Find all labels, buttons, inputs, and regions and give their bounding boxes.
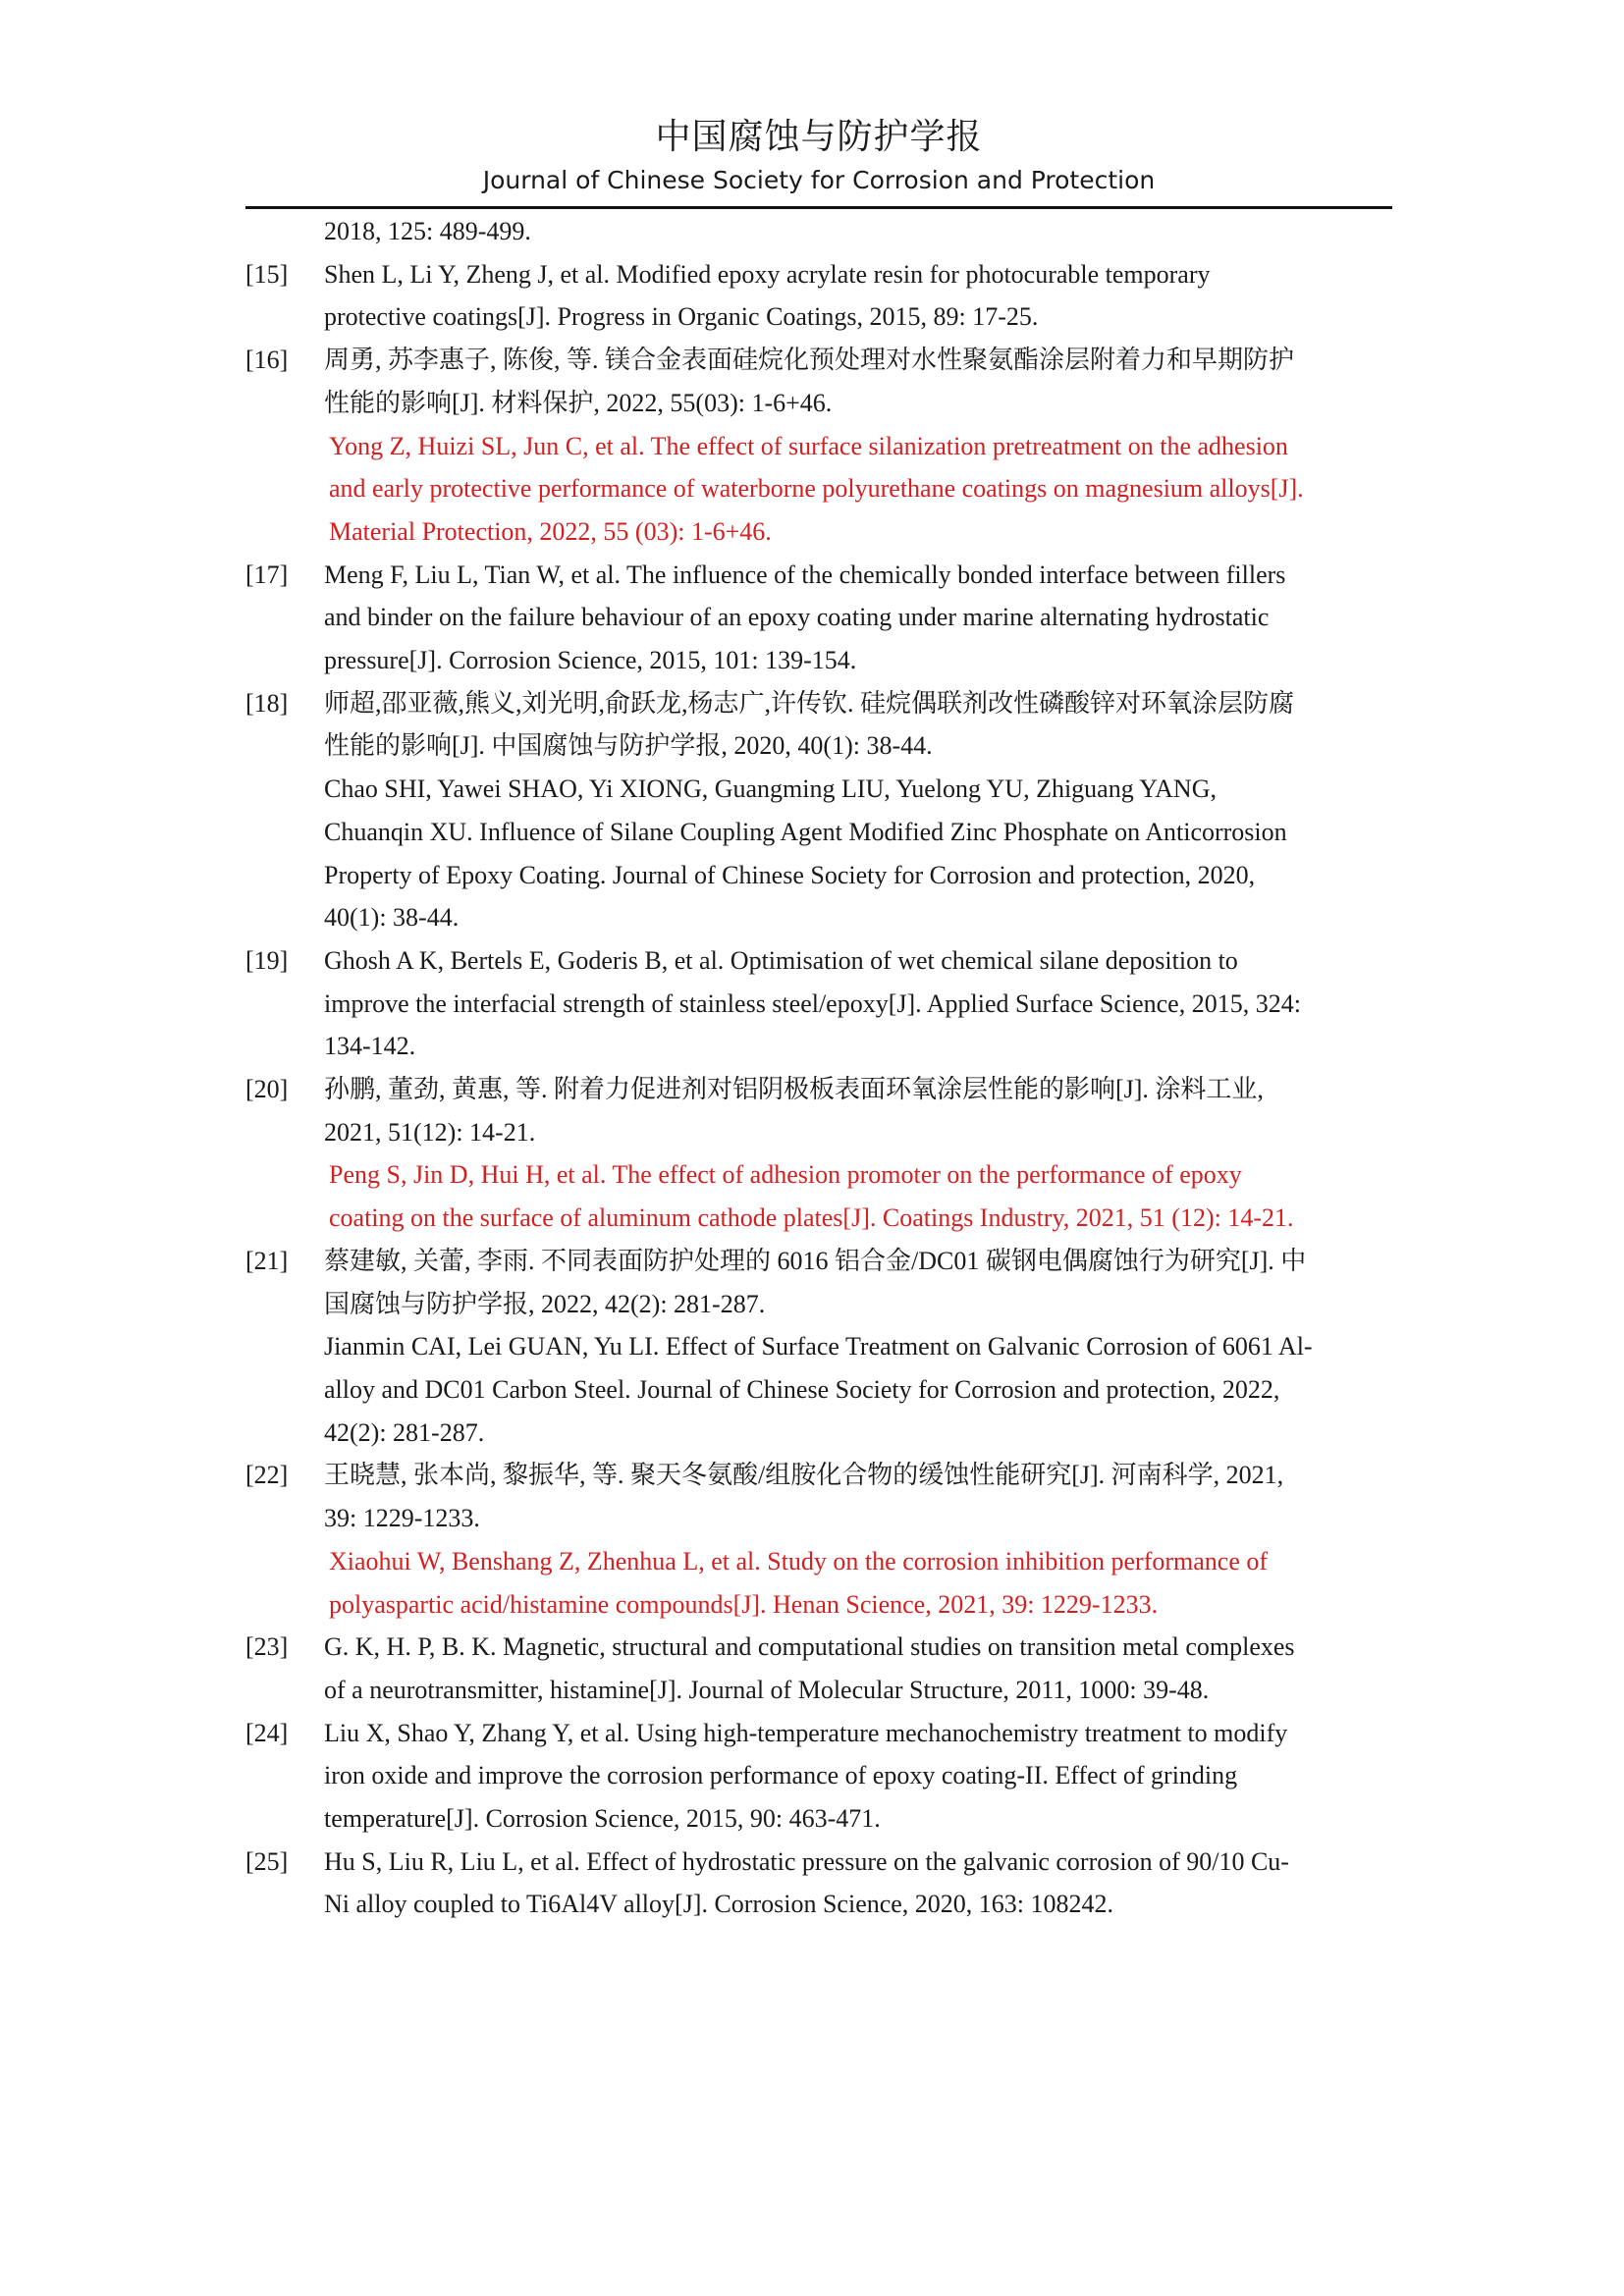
reference-number: [20] (245, 1075, 289, 1104)
reference-text (324, 1068, 1394, 1240)
translation-line: Yong Z, Huizi SL, Jun C, et al. The effect of surface silanization pretreatment on the adhesion (329, 431, 1288, 460)
translation-line: coating on the surface of aluminum cathode plates[J]. Coatings Industry, 2021, 51 (12): 14-21. (329, 1203, 1294, 1233)
journal-title-en: Journal of Chinese Society for Corrosion and Protection (482, 166, 1156, 194)
reference-text (324, 939, 1394, 1068)
reference-entry (245, 1841, 1394, 1926)
reference-line: 性能的影响[J]. 材料保护, 2022, 55(03): 1-6+46. (324, 388, 833, 417)
reference-text (324, 1240, 1394, 1455)
reference-line: alloy and DC01 Carbon Steel. Journal of Chinese Society for Corrosion and protection, 2022, (324, 1374, 1280, 1404)
reference-text (324, 253, 1394, 339)
reference-entry (245, 210, 1394, 253)
reference-line: of a neurotransmitter, histamine[J]. Journal of Molecular Structure, 2011, 1000: 39-48. (324, 1675, 1210, 1704)
reference-line: iron oxide and improve the corrosion performance of epoxy coating-II. Effect of grinding (324, 1761, 1238, 1790)
reference-text (324, 1626, 1394, 1711)
reference-line: 2021, 51(12): 14-21. (324, 1117, 536, 1147)
reference-entry (245, 1626, 1394, 1711)
reference-number: [24] (245, 1718, 289, 1747)
reference-number: [25] (245, 1846, 289, 1876)
reference-text (324, 210, 1394, 253)
reference-text (324, 1712, 1394, 1841)
reference-line: 性能的影响[J]. 中国腐蚀与防护学报, 2020, 40(1): 38-44. (324, 731, 933, 761)
reference-line: Shen L, Li Y, Zheng J, et al. Modified epoxy acrylate resin for photocurable temporary (324, 259, 1211, 289)
translation-line: Material Protection, 2022, 55 (03): 1-6+46. (329, 516, 772, 546)
reference-line: Property of Epoxy Coating. Journal of Chinese Society for Corrosion and protection, 2020, (324, 860, 1256, 889)
reference-number: [18] (245, 688, 289, 718)
reference-line: pressure[J]. Corrosion Science, 2015, 101: 139-154. (324, 646, 857, 675)
reference-line: Liu X, Shao Y, Zhang Y, et al. Using high-temperature mechanochemistry treatment to modify (324, 1718, 1288, 1747)
reference-line: Chuanqin XU. Influence of Silane Coupling Agent Modified Zinc Phosphate on Anticorrosion (324, 817, 1287, 846)
reference-text (324, 339, 1394, 554)
reference-line: 师超,邵亚薇,熊义,刘光明,俞跃龙,杨志广,许传钦. 硅烷偶联剂改性磷酸锌对环氧涂层防腐 (324, 688, 1295, 718)
reference-entry (245, 1454, 1394, 1626)
reference-line: temperature[J]. Corrosion Science, 2015, 90: 463-471. (324, 1804, 881, 1834)
reference-number: [22] (245, 1461, 289, 1490)
reference-text (324, 554, 1394, 682)
reference-line: 周勇, 苏李惠子, 陈俊, 等. 镁合金表面硅烷化预处理对水性聚氨酯涂层附着力和早期防护 (324, 346, 1295, 375)
reference-entry (245, 1712, 1394, 1841)
reference-line: 134-142. (324, 1032, 416, 1061)
reference-number: [19] (245, 945, 289, 975)
reference-line: and binder on the failure behaviour of an epoxy coating under marine alternating hydrostatic (324, 603, 1270, 632)
reference-entry (245, 939, 1394, 1068)
reference-line: Jianmin CAI, Lei GUAN, Yu LI. Effect of Surface Treatment on Galvanic Corrosion of 6061 Al- (324, 1332, 1313, 1362)
reference-line: 蔡建敏, 关蕾, 李雨. 不同表面防护处理的 6016 铝合金/DC01 碳钢电偶腐蚀行为研究[J]. 中 (324, 1246, 1307, 1275)
reference-line: Ghosh A K, Bertels E, Goderis B, et al. Optimisation of wet chemical silane deposition to (324, 945, 1238, 975)
reference-line: 王晓慧, 张本尚, 黎振华, 等. 聚天冬氨酸/组胺化合物的缓蚀性能研究[J]. 河南科学, 2021, (324, 1461, 1284, 1490)
reference-line: 孙鹏, 董劲, 黄惠, 等. 附着力促进剂对铝阴极板表面环氧涂层性能的影响[J]. 涂料工业, (324, 1075, 1264, 1104)
reference-number: [21] (245, 1246, 289, 1275)
translation-line: Peng S, Jin D, Hui H, et al. The effect of adhesion promoter on the performance of epoxy (329, 1160, 1242, 1190)
reference-text (324, 1454, 1394, 1626)
reference-number (245, 210, 324, 253)
reference-line: 40(1): 38-44. (324, 903, 460, 933)
reference-number: [16] (245, 346, 289, 375)
translation-line: and early protective performance of waterborne polyurethane coatings on magnesium alloys[J]. (329, 474, 1304, 504)
reference-line: 2018, 125: 489-499. (324, 217, 531, 245)
reference-line: 39: 1229-1233. (324, 1504, 480, 1533)
translation-line: polyaspartic acid/histamine compounds[J]. Henan Science, 2021, 39: 1229-1233. (329, 1589, 1159, 1619)
reference-entry (245, 1240, 1394, 1455)
reference-text (324, 1841, 1394, 1926)
reference-line: Ni alloy coupled to Ti6Al4V alloy[J]. Corrosion Science, 2020, 163: 108242. (324, 1890, 1114, 1919)
journal-title-cn: 中国腐蚀与防护学报 (655, 117, 983, 157)
reference-number: [15] (245, 259, 289, 289)
reference-line: Chao SHI, Yawei SHAO, Yi XIONG, Guangming LIU, Yuelong YU, Zhiguang YANG, (324, 774, 1217, 804)
reference-entry (245, 1068, 1394, 1240)
reference-entry (245, 339, 1394, 554)
reference-entry (245, 682, 1394, 939)
reference-list (245, 210, 1394, 1926)
reference-text (324, 682, 1394, 939)
reference-line: Meng F, Liu L, Tian W, et al. The influence of the chemically bonded interface between fillers (324, 560, 1286, 589)
reference-number: [23] (245, 1632, 289, 1662)
reference-entry (245, 253, 1394, 339)
reference-line: improve the interfacial strength of stainless steel/epoxy[J]. Applied Surface Science, 2015, 324: (324, 988, 1301, 1018)
reference-line: 国腐蚀与防护学报, 2022, 42(2): 281-287. (324, 1289, 766, 1318)
reference-line: G. K, H. P, B. K. Magnetic, structural and computational studies on transition metal complexes (324, 1632, 1295, 1662)
header-divider (245, 206, 1392, 209)
journal-header (245, 113, 1392, 199)
reference-line: Hu S, Liu R, Liu L, et al. Effect of hydrostatic pressure on the galvanic corrosion of 90/10 Cu- (324, 1846, 1289, 1876)
reference-entry (245, 554, 1394, 682)
reference-line: 42(2): 281-287. (324, 1417, 485, 1447)
reference-line: protective coatings[J]. Progress in Organic Coatings, 2015, 89: 17-25. (324, 302, 1039, 332)
reference-number: [17] (245, 560, 289, 589)
translation-line: Xiaohui W, Benshang Z, Zhenhua L, et al. Study on the corrosion inhibition performance of (329, 1546, 1269, 1575)
